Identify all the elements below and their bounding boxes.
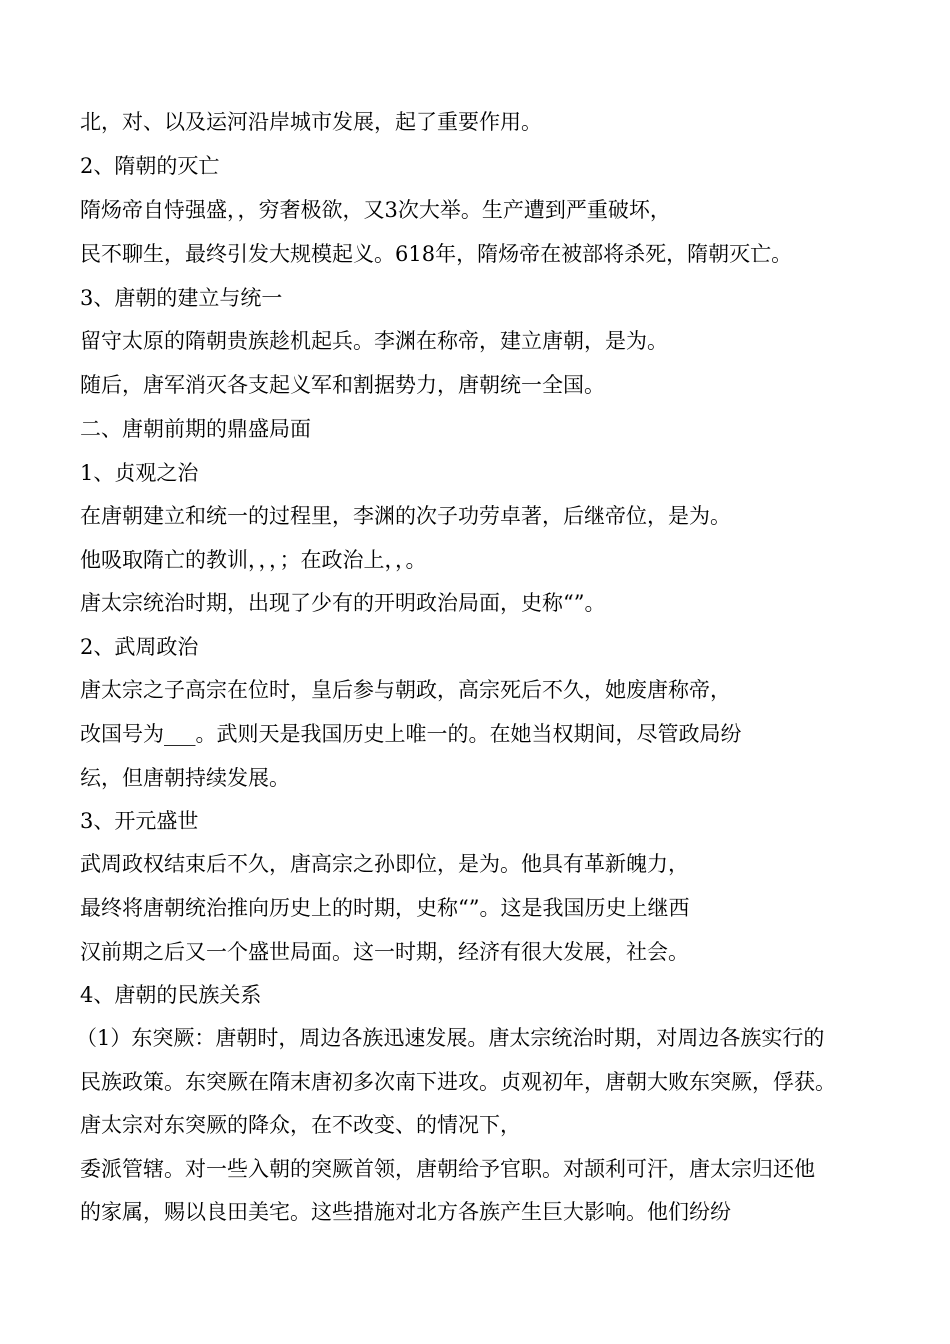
text-line: 纭，但唐朝持续发展。 <box>80 766 290 790</box>
chapter-heading: 二、唐朝前期的鼎盛局面 <box>80 417 311 441</box>
text-line: 委派管辖。对一些入朝的突厥首领，唐朝给予官职。对颉利可汗，唐太宗归还他 <box>80 1157 815 1181</box>
text-line: 唐太宗之子高宗在位时，皇后参与朝政，高宗死后不久，她废唐称帝， <box>80 678 731 702</box>
text-line: 他吸取隋亡的教训，，，；在政治上，，。 <box>80 548 427 572</box>
text-line: （1）东突厥：唐朝时，周边各族迅速发展。唐太宗统治时期，对周边各族实行的 <box>76 1026 825 1050</box>
section-heading: 1、贞观之治 <box>80 461 199 485</box>
text-line: 汉前期之后又一个盛世局面。这一时期，经济有很大发展，社会。 <box>80 940 689 964</box>
text-line: 留守太原的隋朝贵族趁机起兵。李渊在称帝，建立唐朝，是为。 <box>80 329 668 353</box>
section-heading: 4、唐朝的民族关系 <box>80 983 262 1007</box>
text-line: 唐太宗统治时期，出现了少有的开明政治局面，史称“”。 <box>80 591 606 615</box>
text-line: 改国号为___。武则天是我国历史上唯一的。在她当权期间，尽管政局纷 <box>80 722 742 746</box>
text-line: 在唐朝建立和统一的过程里，李渊的次子功劳卓著，后继帝位，是为。 <box>80 504 731 528</box>
section-heading: 2、隋朝的灭亡 <box>80 154 220 178</box>
section-heading: 3、唐朝的建立与统一 <box>80 286 283 310</box>
text-line: 随后，唐军消灭各支起义军和割据势力，唐朝统一全国。 <box>80 373 605 397</box>
text-line: 隋炀帝自恃强盛，，穷奢极欲，又3次大举。生产遭到严重破坏， <box>80 198 671 222</box>
text-line: 民不聊生，最终引发大规模起义。618年，隋炀帝在被部将杀死，隋朝灭亡。 <box>80 242 793 266</box>
text-line: 武周政权结束后不久，唐高宗之孙即位，是为。他具有革新魄力， <box>80 852 689 876</box>
text-line: 民族政策。东突厥在隋末唐初多次南下进攻。贞观初年，唐朝大败东突厥，俘获。 <box>80 1070 836 1094</box>
text-line: 北，对、以及运河沿岸城市发展，起了重要作用。 <box>80 110 542 134</box>
text-line: 最终将唐朝统治推向历史上的时期，史称“”。这是我国历史上继西 <box>80 896 690 920</box>
text-line: 的家属，赐以良田美宅。这些措施对北方各族产生巨大影响。他们纷纷 <box>80 1200 731 1224</box>
text-line: 唐太宗对东突厥的降众，在不改变、的情况下， <box>80 1113 521 1137</box>
section-heading: 2、武周政治 <box>80 635 199 659</box>
section-heading: 3、开元盛世 <box>80 809 199 833</box>
